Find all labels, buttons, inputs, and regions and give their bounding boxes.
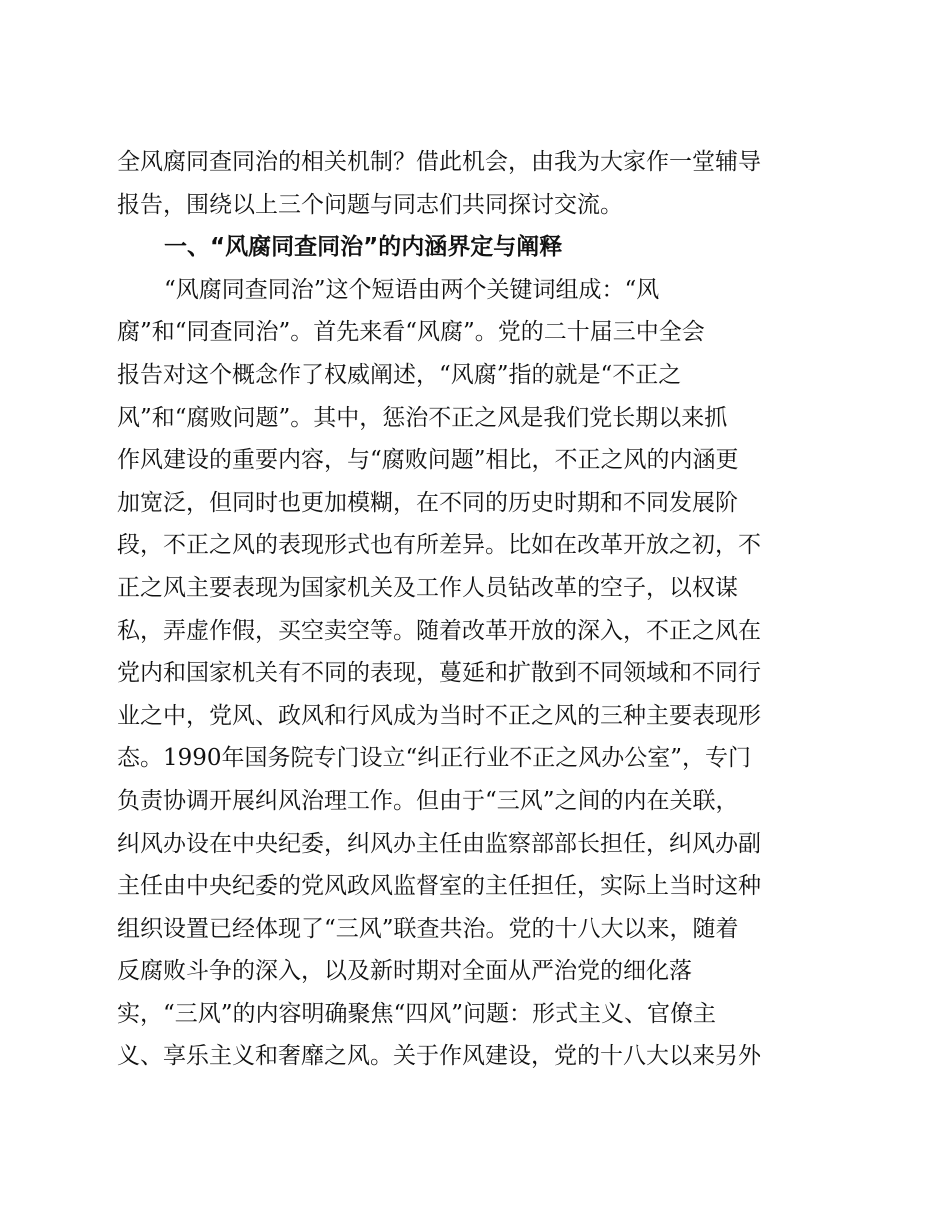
- paragraph-line: 主任由中央纪委的党风政风监督室的主任担任，实际上当时这种: [117, 873, 761, 900]
- paragraph-line: 党内和国家机关有不同的表现，蔓延和扩散到不同领域和不同行: [117, 660, 761, 687]
- paragraph-line: 加宽泛，但同时也更加模糊，在不同的历史时期和不同发展阶: [117, 489, 738, 516]
- paragraph-line: 风”和“腐败问题”。其中，惩治不正之风是我们党长期以来抓: [117, 404, 728, 431]
- paragraph-line: 报告对这个概念作了权威阐述，“风腐”指的就是“不正之: [117, 361, 682, 388]
- paragraph-line: 负责协调开展纠风治理工作。但由于“三风”之间的内在关联，: [117, 787, 739, 814]
- paragraph-line: 私，弄虚作假，买空卖空等。随着改革开放的深入，不正之风在: [117, 617, 761, 644]
- document-body: [117, 141, 817, 1078]
- paragraph-line: 业之中，党风、政风和行风成为当时不正之风的三种主要表现形: [117, 702, 761, 729]
- paragraph-line: 段，不正之风的表现形式也有所差异。比如在改革开放之初，不: [117, 532, 761, 559]
- paragraph-line: 态。1990年国务院专门设立“纠正行业不正之风办公室”，专门: [117, 745, 752, 772]
- paragraph-line: 正之风主要表现为国家机关及工作人员钻改革的空子，以权谋: [117, 574, 738, 601]
- paragraph-line: 组织设置已经体现了“三风”联查共治。党的十八大以来，随着: [117, 915, 739, 942]
- paragraph-line: 腐”和“同查同治”。首先来看“风腐”。党的二十届三中全会: [117, 319, 705, 346]
- paragraph-line: 实，“三风”的内容明确聚焦“四风”问题：形式主义、官僚主: [117, 1000, 717, 1027]
- paragraph-line: 纠风办设在中央纪委，纠风办主任由监察部部长担任，纠风办副: [117, 830, 761, 857]
- paragraph-line: 反腐败斗争的深入，以及新时期对全面从严治党的细化落: [117, 958, 692, 985]
- section-heading: 一、“风腐同查同治”的内涵界定与阐释: [164, 234, 563, 261]
- paragraph-line: 全风腐同查同治的相关机制？借此机会，由我为大家作一堂辅导: [117, 149, 761, 175]
- paragraph-line: 义、享乐主义和奢靡之风。关于作风建设，党的十八大以来另外: [117, 1043, 761, 1070]
- paragraph-line: 作风建设的重要内容，与“腐败问题”相比，不正之风的内涵更: [117, 447, 739, 474]
- paragraph-line: “风腐同查同治”这个短语由两个关键词组成：“风: [164, 276, 660, 303]
- paragraph-line: 报告，围绕以上三个问题与同志们共同探讨交流。: [117, 191, 623, 218]
